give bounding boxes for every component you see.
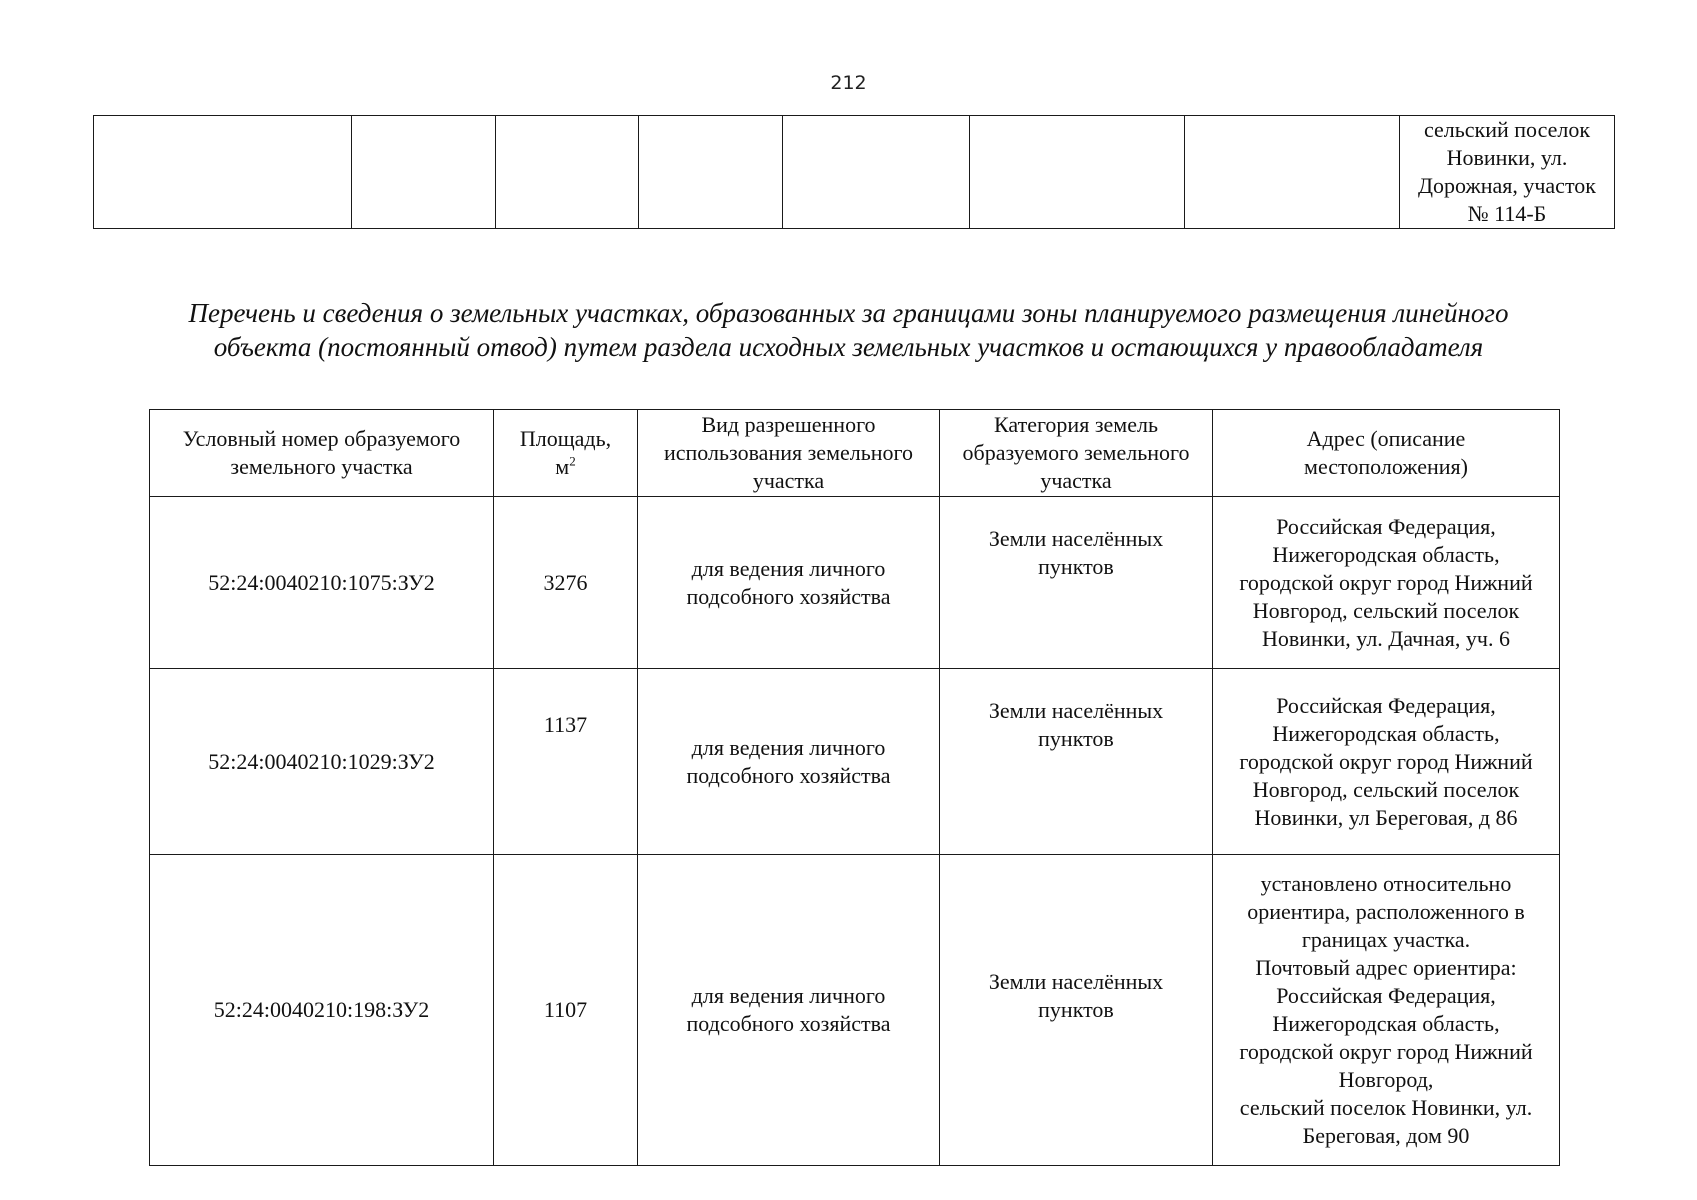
- area-cell: 1137: [494, 669, 638, 855]
- empty-cell: [639, 116, 783, 229]
- header-area: [494, 410, 638, 497]
- page-number: 212: [830, 72, 867, 94]
- empty-cell: [1185, 116, 1400, 229]
- header-land-category: Категория земель образуемого земельного участка: [940, 410, 1213, 497]
- plot-number-cell: 52:24:0040210:198:ЗУ2: [150, 855, 494, 1166]
- section-heading: Перечень и сведения о земельных участках, образованных за границами зоны планируемого размещения линейного объекта (постоянный отвод) путем раздела исходных земельных участков и остающихся у правообладателя: [188, 298, 1509, 362]
- address-cell: установлено относительно ориентира, расположенного в границах участка. Почтовый адрес ориентира: Российская Федерация, Нижегородская область, городской округ город Нижний Новгород, сельский поселок Новинки, ул. Береговая, дом 90: [1213, 855, 1560, 1166]
- empty-cell: [94, 116, 352, 229]
- empty-cell: [783, 116, 970, 229]
- table-row: [150, 669, 1560, 855]
- land-category-cell: Земли населённых пунктов: [940, 497, 1213, 669]
- table-row: [150, 497, 1560, 669]
- plot-number-cell: 52:24:0040210:1075:ЗУ2: [150, 497, 494, 669]
- land-category-cell: Земли населённых пунктов: [940, 669, 1213, 855]
- land-plots-table: [149, 409, 1560, 1166]
- header-area-label: Площадь, м: [519, 426, 612, 479]
- table-header-row: [150, 410, 1560, 497]
- land-category-cell: Земли населённых пунктов: [940, 855, 1213, 1166]
- empty-cell: [352, 116, 496, 229]
- permitted-use-cell: для ведения личного подсобного хозяйства: [638, 669, 940, 855]
- continued-table-row: [94, 116, 1615, 229]
- header-plot-number: Условный номер образуемого земельного участка: [150, 410, 494, 497]
- empty-cell: [496, 116, 639, 229]
- address-cell: Российская Федерация, Нижегородская область, городской округ город Нижний Новгород, сельский поселок Новинки, ул Береговая, д 86: [1213, 669, 1560, 855]
- area-cell: 3276: [494, 497, 638, 669]
- header-area-superscript: 2: [569, 453, 576, 469]
- header-permitted-use: Вид разрешенного использования земельного участка: [638, 410, 940, 497]
- plot-number-cell: 52:24:0040210:1029:ЗУ2: [150, 669, 494, 855]
- continued-table: [93, 115, 1615, 229]
- permitted-use-cell: для ведения личного подсобного хозяйства: [638, 497, 940, 669]
- address-cell: сельский поселок Новинки, ул. Дорожная, участок № 114-Б: [1400, 116, 1615, 229]
- empty-cell: [970, 116, 1185, 229]
- address-cell: Российская Федерация, Нижегородская область, городской округ город Нижний Новгород, сельский поселок Новинки, ул. Дачная, уч. 6: [1213, 497, 1560, 669]
- permitted-use-cell: для ведения личного подсобного хозяйства: [638, 855, 940, 1166]
- area-cell: 1107: [494, 855, 638, 1166]
- header-address: Адрес (описание местоположения): [1213, 410, 1560, 497]
- table-row: [150, 855, 1560, 1166]
